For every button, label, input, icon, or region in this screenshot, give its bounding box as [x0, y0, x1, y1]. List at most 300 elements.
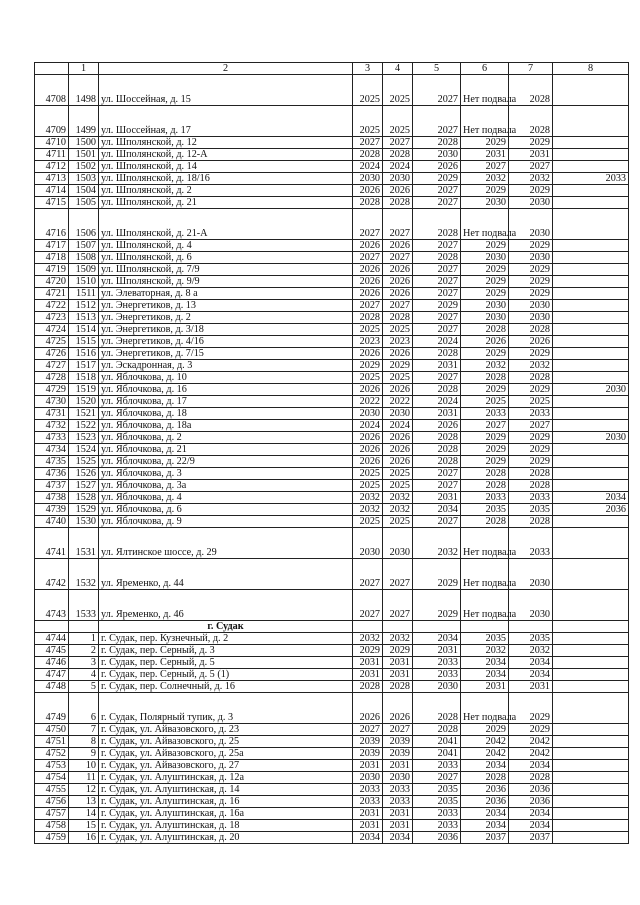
table-row	[35, 372, 629, 384]
cell-c3: 2026	[353, 288, 383, 300]
cell-c3: 2026	[353, 240, 383, 252]
cell-n: 4716	[35, 209, 69, 240]
cell-c8	[553, 336, 629, 348]
cell-c6: Нет подвала	[461, 106, 509, 137]
cell-c5: 2027	[413, 772, 461, 784]
cell-c6: 2031	[461, 149, 509, 161]
cell-c4: 2024	[383, 161, 413, 173]
cell-c4: 2034	[383, 832, 413, 844]
cell-c6: 2029	[461, 724, 509, 736]
cell-c7: 2028	[509, 480, 553, 492]
cell-id: 1506	[69, 209, 99, 240]
cell-c4: 2032	[383, 492, 413, 504]
cell-n: 4731	[35, 408, 69, 420]
table-row	[35, 559, 629, 590]
cell-c4: 2027	[383, 209, 413, 240]
cell-addr: ул. Шполянской, д. 18/16	[99, 173, 353, 185]
cell-c8	[553, 681, 629, 693]
cell-n: 4748	[35, 681, 69, 693]
cell-c5: 2027	[413, 106, 461, 137]
cell-n: 4744	[35, 633, 69, 645]
cell-addr: ул. Яременко, д. 44	[99, 559, 353, 590]
cell-n: 4725	[35, 336, 69, 348]
cell-c6: 2027	[461, 420, 509, 432]
cell-c8: 2030	[553, 384, 629, 396]
cell-n: 4736	[35, 468, 69, 480]
cell-c4: 2028	[383, 312, 413, 324]
cell-id: 11	[69, 772, 99, 784]
cell-n: 4717	[35, 240, 69, 252]
section-row	[35, 621, 629, 633]
cell-addr: ул. Энергетиков, д. 13	[99, 300, 353, 312]
cell-c8	[553, 420, 629, 432]
cell-c3: 2027	[353, 252, 383, 264]
cell-c6: 2031	[461, 681, 509, 693]
cell-c7: 2027	[509, 420, 553, 432]
cell-c5: 2028	[413, 137, 461, 149]
cell-n: 4720	[35, 276, 69, 288]
cell-id: 1505	[69, 197, 99, 209]
cell-c7: 2030	[509, 252, 553, 264]
cell-n: 4759	[35, 832, 69, 844]
cell-c5: 2034	[413, 633, 461, 645]
cell-c3: 2026	[353, 264, 383, 276]
section-blank	[35, 621, 69, 633]
cell-c8	[553, 137, 629, 149]
cell-c4: 2031	[383, 669, 413, 681]
cell-n: 4752	[35, 748, 69, 760]
cell-addr: ул. Яблочкова, д. 3а	[99, 480, 353, 492]
cell-c4: 2026	[383, 240, 413, 252]
table-row	[35, 149, 629, 161]
table-row	[35, 408, 629, 420]
cell-addr: г. Судак, пер. Серный, д. 5	[99, 657, 353, 669]
cell-c5: 2033	[413, 760, 461, 772]
cell-c4: 2026	[383, 288, 413, 300]
cell-addr: ул. Энергетиков, д. 4/16	[99, 336, 353, 348]
cell-c4: 2025	[383, 75, 413, 106]
cell-c5: 2024	[413, 396, 461, 408]
cell-c4: 2033	[383, 784, 413, 796]
cell-c3: 2025	[353, 324, 383, 336]
cell-c5: 2035	[413, 784, 461, 796]
cell-c4: 2027	[383, 590, 413, 621]
cell-c4: 2028	[383, 681, 413, 693]
table-row	[35, 681, 629, 693]
cell-c5: 2033	[413, 820, 461, 832]
table-row	[35, 384, 629, 396]
cell-id: 1533	[69, 590, 99, 621]
cell-n: 4718	[35, 252, 69, 264]
cell-c8	[553, 360, 629, 372]
cell-c7: 2031	[509, 681, 553, 693]
cell-id: 1509	[69, 264, 99, 276]
section-blank	[353, 621, 383, 633]
cell-c4: 2031	[383, 808, 413, 820]
cell-id: 10	[69, 760, 99, 772]
cell-c7: 2029	[509, 456, 553, 468]
cell-n: 4746	[35, 657, 69, 669]
cell-id: 1507	[69, 240, 99, 252]
cell-c6: 2034	[461, 808, 509, 820]
cell-c7: 2034	[509, 808, 553, 820]
cell-c8: 2030	[553, 432, 629, 444]
table-row	[35, 784, 629, 796]
cell-id: 12	[69, 784, 99, 796]
cell-c6: 2029	[461, 432, 509, 444]
cell-c5: 2029	[413, 173, 461, 185]
cell-c7: 2035	[509, 633, 553, 645]
cell-c4: 2039	[383, 736, 413, 748]
cell-c4: 2025	[383, 372, 413, 384]
cell-id: 1518	[69, 372, 99, 384]
cell-c6: 2029	[461, 185, 509, 197]
cell-addr: ул. Шоссейная, д. 15	[99, 75, 353, 106]
cell-c7: 2029	[509, 444, 553, 456]
cell-c6: 2030	[461, 300, 509, 312]
cell-id: 1529	[69, 504, 99, 516]
cell-c7: 2030	[509, 197, 553, 209]
cell-addr: ул. Яблочкова, д. 9	[99, 516, 353, 528]
cell-c6: 2037	[461, 832, 509, 844]
cell-c5: 2027	[413, 516, 461, 528]
cell-c5: 2024	[413, 336, 461, 348]
cell-c7: 2034	[509, 820, 553, 832]
cell-c8	[553, 264, 629, 276]
table-row	[35, 724, 629, 736]
cell-c6: 2035	[461, 633, 509, 645]
cell-c8	[553, 276, 629, 288]
table-row	[35, 137, 629, 149]
cell-c8	[553, 772, 629, 784]
cell-c4: 2023	[383, 336, 413, 348]
cell-c5: 2027	[413, 324, 461, 336]
cell-c6: 2028	[461, 372, 509, 384]
cell-n: 4742	[35, 559, 69, 590]
cell-addr: ул. Шполянской, д. 12-А	[99, 149, 353, 161]
table-row	[35, 288, 629, 300]
cell-c5: 2028	[413, 456, 461, 468]
cell-n: 4730	[35, 396, 69, 408]
cell-n: 4739	[35, 504, 69, 516]
cell-c5: 2028	[413, 384, 461, 396]
cell-c4: 2028	[383, 149, 413, 161]
cell-c5: 2034	[413, 504, 461, 516]
cell-id: 1516	[69, 348, 99, 360]
cell-c6: 2036	[461, 784, 509, 796]
cell-c3: 2032	[353, 633, 383, 645]
cell-c5: 2028	[413, 724, 461, 736]
cell-c4: 2031	[383, 820, 413, 832]
cell-id: 1512	[69, 300, 99, 312]
cell-c5: 2027	[413, 372, 461, 384]
table-row	[35, 300, 629, 312]
cell-c6: 2029	[461, 348, 509, 360]
cell-c6: 2029	[461, 288, 509, 300]
cell-c3: 2032	[353, 492, 383, 504]
cell-c7: 2033	[509, 528, 553, 559]
cell-c7: 2029	[509, 276, 553, 288]
cell-c5: 2033	[413, 669, 461, 681]
header-cell: 7	[509, 63, 553, 75]
cell-c5: 2027	[413, 288, 461, 300]
cell-c8	[553, 736, 629, 748]
cell-c3: 2026	[353, 348, 383, 360]
cell-c7: 2030	[509, 300, 553, 312]
table-row	[35, 480, 629, 492]
section-blank	[509, 621, 553, 633]
cell-c4: 2026	[383, 264, 413, 276]
cell-c7: 2030	[509, 312, 553, 324]
cell-c3: 2025	[353, 75, 383, 106]
cell-c8	[553, 669, 629, 681]
cell-n: 4757	[35, 808, 69, 820]
cell-c6: 2035	[461, 504, 509, 516]
table-row	[35, 516, 629, 528]
cell-c7: 2029	[509, 693, 553, 724]
cell-addr: г. Судак, ул. Айвазовского, д. 23	[99, 724, 353, 736]
cell-id: 1504	[69, 185, 99, 197]
cell-c6: 2030	[461, 197, 509, 209]
cell-id: 1526	[69, 468, 99, 480]
cell-c7: 2030	[509, 559, 553, 590]
cell-c6: 2028	[461, 772, 509, 784]
cell-addr: г. Судак, ул. Алуштинская, д. 12а	[99, 772, 353, 784]
cell-c4: 2031	[383, 760, 413, 772]
cell-addr: ул. Яблочкова, д. 16	[99, 384, 353, 396]
cell-c3: 2031	[353, 657, 383, 669]
cell-n: 4735	[35, 456, 69, 468]
cell-c4: 2026	[383, 693, 413, 724]
cell-c5: 2027	[413, 197, 461, 209]
cell-c7: 2035	[509, 504, 553, 516]
cell-c8	[553, 456, 629, 468]
table-row	[35, 444, 629, 456]
cell-addr: ул. Шоссейная, д. 17	[99, 106, 353, 137]
cell-c5: 2027	[413, 75, 461, 106]
cell-c7: 2028	[509, 468, 553, 480]
cell-addr: г. Судак, пер. Солнечный, д. 16	[99, 681, 353, 693]
cell-c3: 2030	[353, 528, 383, 559]
table-row	[35, 185, 629, 197]
cell-addr: ул. Яблочкова, д. 21	[99, 444, 353, 456]
cell-c4: 2029	[383, 360, 413, 372]
cell-n: 4709	[35, 106, 69, 137]
cell-addr: ул. Яблочкова, д. 3	[99, 468, 353, 480]
table-row	[35, 645, 629, 657]
cell-c3: 2028	[353, 312, 383, 324]
cell-c3: 2023	[353, 336, 383, 348]
cell-c5: 2028	[413, 348, 461, 360]
cell-c6: 2025	[461, 396, 509, 408]
table-row	[35, 312, 629, 324]
cell-c5: 2030	[413, 681, 461, 693]
cell-addr: г. Судак, ул. Алуштинская, д. 14	[99, 784, 353, 796]
cell-c7: 2034	[509, 669, 553, 681]
cell-c4: 2026	[383, 276, 413, 288]
cell-n: 4734	[35, 444, 69, 456]
cell-c6: Нет подвала	[461, 209, 509, 240]
cell-n: 4751	[35, 736, 69, 748]
table-row	[35, 240, 629, 252]
cell-c4: 2039	[383, 748, 413, 760]
cell-addr: ул. Яблочкова, д. 17	[99, 396, 353, 408]
cell-c7: 2027	[509, 161, 553, 173]
cell-c6: Нет подвала	[461, 75, 509, 106]
cell-c8	[553, 480, 629, 492]
cell-c3: 2028	[353, 681, 383, 693]
cell-addr: ул. Яблочкова, д. 6	[99, 504, 353, 516]
cell-n: 4758	[35, 820, 69, 832]
cell-c8	[553, 75, 629, 106]
cell-c7: 2032	[509, 360, 553, 372]
cell-c3: 2027	[353, 590, 383, 621]
cell-addr: ул. Энергетиков, д. 7/15	[99, 348, 353, 360]
cell-c8	[553, 240, 629, 252]
header-cell	[35, 63, 69, 75]
cell-c4: 2026	[383, 185, 413, 197]
cell-c8	[553, 657, 629, 669]
cell-c7: 2036	[509, 796, 553, 808]
cell-addr: ул. Яблочкова, д. 22/9	[99, 456, 353, 468]
cell-id: 1514	[69, 324, 99, 336]
cell-n: 4756	[35, 796, 69, 808]
cell-c4: 2028	[383, 197, 413, 209]
table-row	[35, 808, 629, 820]
table-row	[35, 276, 629, 288]
cell-c3: 2026	[353, 456, 383, 468]
cell-addr: ул. Элеваторная, д. 8 а	[99, 288, 353, 300]
cell-c8	[553, 106, 629, 137]
cell-n: 4728	[35, 372, 69, 384]
cell-c6: Нет подвала	[461, 590, 509, 621]
cell-c8	[553, 149, 629, 161]
cell-c4: 2025	[383, 516, 413, 528]
cell-id: 1527	[69, 480, 99, 492]
cell-c3: 2039	[353, 748, 383, 760]
section-blank	[69, 621, 99, 633]
cell-c6: 2034	[461, 657, 509, 669]
cell-c8	[553, 468, 629, 480]
cell-c4: 2029	[383, 645, 413, 657]
cell-id: 4	[69, 669, 99, 681]
cell-c4: 2030	[383, 408, 413, 420]
cell-c3: 2033	[353, 796, 383, 808]
cell-c3: 2030	[353, 408, 383, 420]
cell-c6: 2032	[461, 360, 509, 372]
cell-addr: ул. Энергетиков, д. 2	[99, 312, 353, 324]
cell-c8	[553, 312, 629, 324]
cell-c7: 2032	[509, 645, 553, 657]
cell-c7: 2029	[509, 384, 553, 396]
cell-c8	[553, 288, 629, 300]
cell-addr: ул. Ялтинское шоссе, д. 29	[99, 528, 353, 559]
cell-addr: ул. Энергетиков, д. 3/18	[99, 324, 353, 336]
header-cell: 5	[413, 63, 461, 75]
cell-c5: 2041	[413, 736, 461, 748]
cell-c3: 2025	[353, 480, 383, 492]
cell-c4: 2026	[383, 384, 413, 396]
cell-id: 1502	[69, 161, 99, 173]
cell-id: 15	[69, 820, 99, 832]
cell-c6: 2033	[461, 492, 509, 504]
cell-c7: 2028	[509, 772, 553, 784]
cell-addr: г. Судак, пер. Серный, д. 3	[99, 645, 353, 657]
cell-c5: 2032	[413, 528, 461, 559]
cell-c4: 2030	[383, 173, 413, 185]
cell-id: 1501	[69, 149, 99, 161]
cell-c3: 2027	[353, 300, 383, 312]
cell-c5: 2029	[413, 300, 461, 312]
cell-c6: 2028	[461, 480, 509, 492]
cell-c7: 2037	[509, 832, 553, 844]
cell-c7: 2026	[509, 336, 553, 348]
cell-c8	[553, 760, 629, 772]
table-row	[35, 348, 629, 360]
cell-c6: 2030	[461, 252, 509, 264]
cell-c6: 2034	[461, 669, 509, 681]
cell-addr: г. Судак, ул. Айвазовского, д. 25	[99, 736, 353, 748]
cell-n: 4749	[35, 693, 69, 724]
cell-c8	[553, 784, 629, 796]
cell-addr: г. Судак, ул. Алуштинская, д. 16	[99, 796, 353, 808]
cell-n: 4726	[35, 348, 69, 360]
cell-c8	[553, 516, 629, 528]
cell-addr: г. Судак, Полярный тупик, д. 3	[99, 693, 353, 724]
cell-c3: 2025	[353, 106, 383, 137]
cell-c6: 2029	[461, 384, 509, 396]
cell-c4: 2027	[383, 137, 413, 149]
cell-addr: г. Судак, ул. Алуштинская, д. 20	[99, 832, 353, 844]
cell-addr: ул. Яблочкова, д. 2	[99, 432, 353, 444]
cell-addr: г. Судак, ул. Алуштинская, д. 16а	[99, 808, 353, 820]
cell-c7: 2029	[509, 432, 553, 444]
cell-id: 1517	[69, 360, 99, 372]
cell-addr: г. Судак, ул. Айвазовского, д. 27	[99, 760, 353, 772]
cell-c6: Нет подвала	[461, 559, 509, 590]
cell-id: 1530	[69, 516, 99, 528]
cell-c7: 2028	[509, 516, 553, 528]
cell-addr: г. Судак, пер. Серный, д. 5 (1)	[99, 669, 353, 681]
cell-c3: 2029	[353, 360, 383, 372]
cell-c3: 2026	[353, 276, 383, 288]
cell-c3: 2028	[353, 149, 383, 161]
cell-n: 4713	[35, 173, 69, 185]
cell-c5: 2028	[413, 693, 461, 724]
cell-c7: 2029	[509, 724, 553, 736]
cell-id: 1520	[69, 396, 99, 408]
cell-c3: 2030	[353, 772, 383, 784]
cell-c3: 2022	[353, 396, 383, 408]
cell-n: 4721	[35, 288, 69, 300]
cell-c7: 2031	[509, 149, 553, 161]
cell-c8	[553, 796, 629, 808]
cell-addr: ул. Шполянской, д. 9/9	[99, 276, 353, 288]
cell-id: 1521	[69, 408, 99, 420]
cell-c7: 2042	[509, 748, 553, 760]
cell-n: 4738	[35, 492, 69, 504]
cell-c8	[553, 252, 629, 264]
cell-c5: 2027	[413, 264, 461, 276]
cell-id: 5	[69, 681, 99, 693]
cell-c7: 2033	[509, 492, 553, 504]
cell-id: 1	[69, 633, 99, 645]
cell-n: 4723	[35, 312, 69, 324]
cell-id: 6	[69, 693, 99, 724]
table-row	[35, 456, 629, 468]
header-cell: 2	[99, 63, 353, 75]
cell-id: 1522	[69, 420, 99, 432]
